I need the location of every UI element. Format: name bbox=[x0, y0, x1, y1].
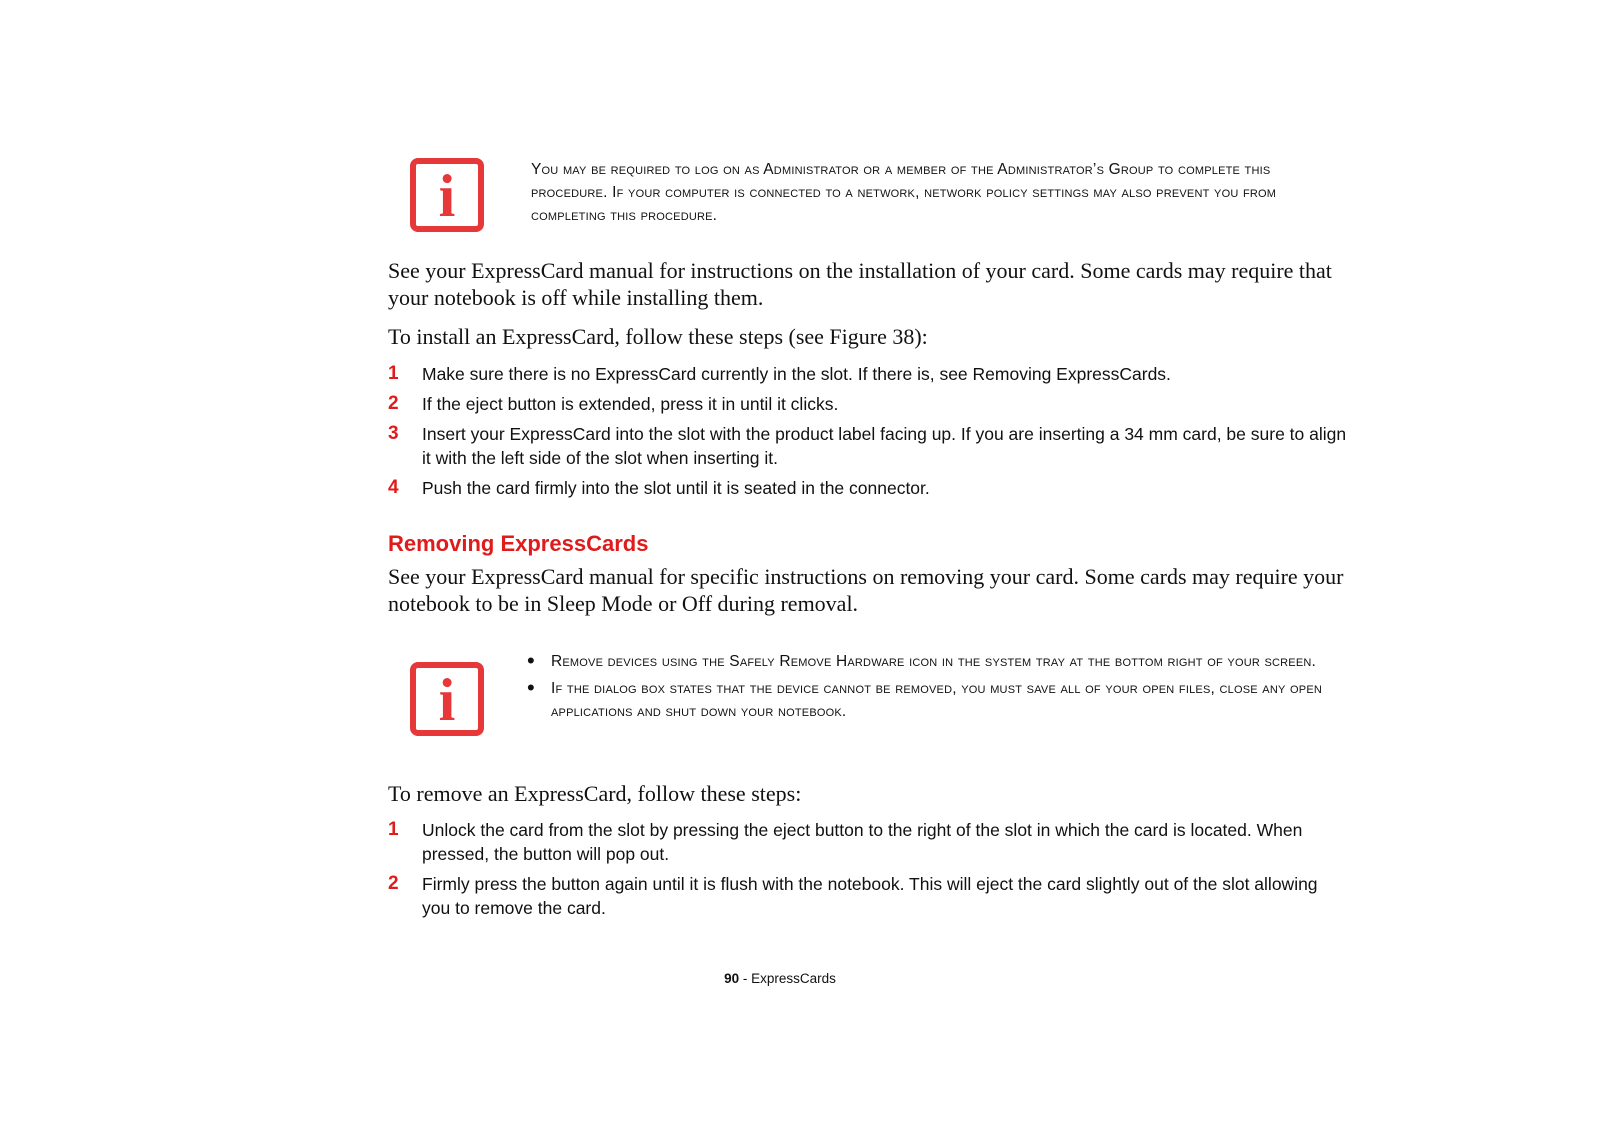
page-footer bbox=[0, 971, 1560, 986]
removing-paragraph: See your ExpressCard manual for specific instructions on removing your card. Some cards may require your notebook to be in Sleep Mode or Off during removal. bbox=[388, 564, 1344, 616]
page-number: 90 bbox=[724, 971, 740, 986]
note-paragraph: You may be required to log on as Administrator or a member of the Administrator’s Group to complete this procedure. If your computer is connected to a network, network policy settings may also prevent you from completing this procedure. bbox=[531, 161, 1277, 224]
note-text bbox=[531, 158, 1346, 227]
footer-section: ExpressCards bbox=[751, 971, 836, 986]
remove-steps-list bbox=[388, 818, 1348, 926]
step-text: Insert your ExpressCard into the slot with the product label facing up. If you are inserting a 34 mm card, be sure to align it with the left side of the slot when inserting it. bbox=[422, 424, 1347, 468]
step-number: 2 bbox=[388, 873, 399, 894]
step-text: If the eject button is extended, press it in until it clicks. bbox=[422, 394, 839, 414]
remove-intro: To remove an ExpressCard, follow these steps: bbox=[388, 781, 802, 806]
step-number: 1 bbox=[388, 819, 399, 840]
note-text bbox=[524, 650, 1354, 727]
list-item bbox=[388, 476, 1348, 500]
step-number: 4 bbox=[388, 477, 399, 498]
note-bullet: • If the dialog box states that the device cannot be removed, you must save all of your open files, close any open applications and shut down your notebook. bbox=[524, 677, 1354, 723]
install-steps-list bbox=[388, 362, 1348, 506]
step-number: 2 bbox=[388, 393, 399, 414]
footer-separator: - bbox=[739, 971, 752, 986]
list-item bbox=[388, 392, 1348, 416]
intro-paragraph: See your ExpressCard manual for instructions on the installation of your card. Some cards may require that your notebook is off while installing them. bbox=[388, 258, 1332, 310]
step-text: Firmly press the button again until it is flush with the notebook. This will eject the card slightly out of the slot allowing you to remove the card. bbox=[422, 874, 1318, 918]
step-text: Push the card firmly into the slot until it is seated in the connector. bbox=[422, 478, 930, 498]
note-bullets bbox=[524, 650, 1354, 723]
note-bullet: • Remove devices using the Safely Remove Hardware icon in the system tray at the bottom right of your screen. bbox=[524, 650, 1354, 673]
info-icon: i bbox=[410, 158, 484, 232]
list-item bbox=[388, 422, 1348, 470]
list-item bbox=[388, 818, 1348, 866]
step-number: 1 bbox=[388, 363, 399, 384]
install-intro: To install an ExpressCard, follow these steps (see Figure 38): bbox=[388, 324, 928, 349]
info-icon: i bbox=[410, 662, 484, 736]
list-item bbox=[388, 362, 1348, 386]
step-text: Make sure there is no ExpressCard currently in the slot. If there is, see Removing ExpressCards. bbox=[422, 364, 1171, 384]
section-heading: Removing ExpressCards bbox=[388, 531, 649, 556]
step-text: Unlock the card from the slot by pressing the eject button to the right of the slot in which the card is located. When pressed, the button will pop out. bbox=[422, 820, 1303, 864]
list-item bbox=[388, 872, 1348, 920]
step-number: 3 bbox=[388, 423, 399, 444]
